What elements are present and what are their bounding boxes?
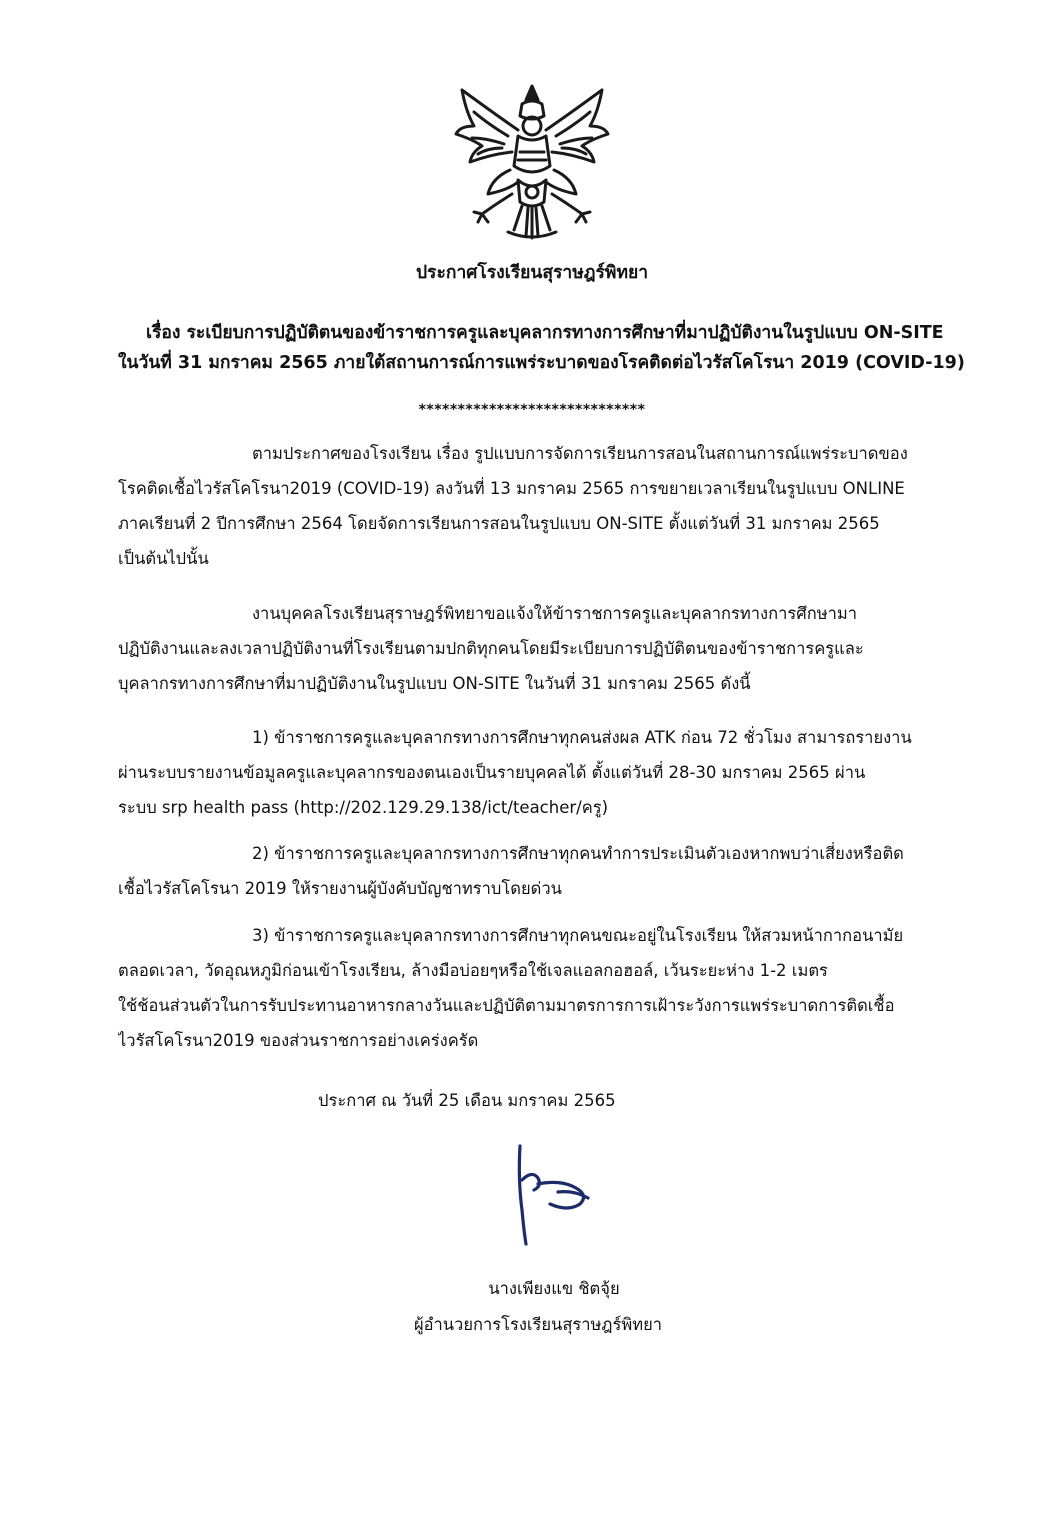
subject-heading <box>118 318 978 378</box>
rule-item-2 <box>118 836 978 906</box>
subject-line: ในวันที่ 31 มกราคม 2565 ภายใต้สถานการณ์การแพร่ระบาดของโรคติดต่อไวรัสโคโรนา 2019 (COVID-19) <box>118 353 965 373</box>
paragraph-line: ภาคเรียนที่ 2 ปีการศึกษา 2564 โดยจัดการเรียนการสอนในรูปแบบ ON-SITE ตั้งแต่วันที่ 31 มกราคม 2565 <box>118 514 880 533</box>
paragraph-line: เป็นต้นไปนั้น <box>118 549 209 568</box>
signer-position: ผู้อำนวยการโรงเรียนสุราษฎร์พิทยา <box>413 1315 663 1334</box>
paragraph-line: ปฏิบัติงานและลงเวลาปฏิบัติงานที่โรงเรียนตามปกติทุกคนโดยมีระเบียบการปฏิบัติตนของข้าราชการครูและ <box>118 639 864 658</box>
paragraph-line: เชื้อไวรัสโคโรนา 2019 ให้รายงานผู้บังคับบัญชาทราบโดยด่วน <box>118 879 562 898</box>
paragraph-notice <box>118 596 978 701</box>
signer-name: นางเพียงแข ชิตจุ้ย <box>488 1279 620 1298</box>
paragraph-line: งานบุคคลโรงเรียนสุราษฎร์พิทยาขอแจ้งให้ข้าราชการครูและบุคลากรทางการศึกษามา <box>252 604 857 623</box>
paragraph-line: โรคติดเชื้อไวรัสโคโรนา2019 (COVID-19) ลงวันที่ 13 มกราคม 2565 การขยายเวลาเรียนในรูปแบบ ONLINE <box>118 479 905 498</box>
announcement-title: ประกาศโรงเรียนสุราษฎร์พิทยา <box>415 263 649 283</box>
paragraph-line: ผ่านระบบรายงานข้อมูลครูและบุคลากรของตนเองเป็นรายบุคคลได้ ตั้งแต่วันที่ 28-30 มกราคม 2565 ผ่าน <box>118 763 866 782</box>
separator: ***************************** <box>418 402 646 418</box>
paragraph-line: ใช้ช้อนส่วนตัวในการรับประทานอาหารกลางวันและปฏิบัติตามมาตรการการเฝ้าระวังการแพร่ระบาดการติดเชื้อ <box>118 996 895 1015</box>
paragraph-line: ตลอดเวลา, วัดอุณหภูมิก่อนเข้าโรงเรียน, ล้างมือบ่อยๆหรือใช้เจลแอลกอฮอล์, เว้นระยะห่าง 1-2 เมตร <box>118 961 828 980</box>
paragraph-intro <box>118 436 978 576</box>
rule-item-1 <box>118 720 978 825</box>
paragraph-line: 2) ข้าราชการครูและบุคลากรทางการศึกษาทุกคนทำการประเมินตัวเองหากพบว่าเสี่ยงหรือติด <box>252 844 904 863</box>
announce-date: ประกาศ ณ วันที่ 25 เดือน มกราคม 2565 <box>318 1091 616 1110</box>
garuda-emblem-icon <box>452 82 612 242</box>
paragraph-line: ตามประกาศของโรงเรียน เรื่อง รูปแบบการจัดการเรียนการสอนในสถานการณ์แพร่ระบาดของ <box>252 444 908 463</box>
paragraph-line: บุคลากรทางการศึกษาที่มาปฏิบัติงานในรูปแบบ ON-SITE ในวันที่ 31 มกราคม 2565 ดังนี้ <box>118 674 751 693</box>
paragraph-line: 1) ข้าราชการครูและบุคลากรทางการศึกษาทุกคนส่งผล ATK ก่อน 72 ชั่วโมง สามารถรายงาน <box>252 728 912 747</box>
paragraph-line: 3) ข้าราชการครูและบุคลากรทางการศึกษาทุกคนขณะอยู่ในโรงเรียน ให้สวมหน้ากากอนามัย <box>252 926 904 945</box>
signature-icon <box>498 1140 608 1250</box>
paragraph-line: ระบบ srp health pass (http://202.129.29.138/ict/teacher/ครู) <box>118 798 609 817</box>
subject-line: เรื่อง ระเบียบการปฏิบัติตนของข้าราชการครูและบุคลากรทางการศึกษาที่มาปฏิบัติงานในรูปแบบ ON-SITE <box>146 323 944 343</box>
rule-item-3 <box>118 918 978 1058</box>
paragraph-line: ไวรัสโคโรนา2019 ของส่วนราชการอย่างเคร่งครัด <box>118 1031 479 1050</box>
